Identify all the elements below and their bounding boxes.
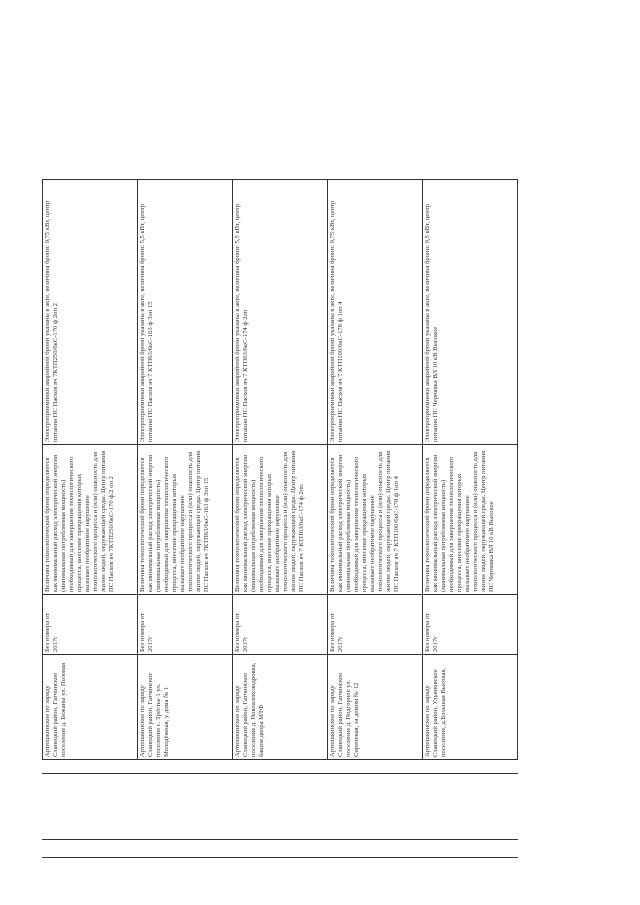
table-cell-number: Без номера от 2017г bbox=[328, 595, 423, 655]
table-cell-object: Артюшкинское по заряду Сланецкий район, Гатчинское поселение с. Трёстье 1 ул. Молодёжная, у дома № 1 bbox=[138, 655, 233, 760]
horizontal-rule bbox=[42, 773, 518, 774]
table-row bbox=[328, 180, 423, 760]
table-cell-tech-reserve: Величина технологической брони определяется как минимальный расход электрической энергии (минимальная потребляемая мощность) необходимый для завершения технологического процесса, внесение прекращения которых вызывает необратимое нарушение технологического процесса и (или) опасность для жизни людей, окружающей среды. Центр питания ПС Пасхов яч 7 КТП63/6кС-174 ф 2оп bbox=[233, 445, 328, 595]
horizontal-rule bbox=[42, 839, 518, 840]
table-cell-object: Артюшкинское по заряду Сланецкий район, Гатчинское поселение д. Подгорное ул. Сиреневая, за домом № 12 bbox=[328, 655, 423, 760]
table-cell-emergency-reserve: Электроприемники аварийной брони указаны в акте, величина брони: 9,5 кВт, центр питания ПС Чернявка ВЛ 10 кВ Высокое bbox=[423, 180, 518, 445]
table-cell-object: Артюшкинское по заряду Сланецкий район, Гатчинское поселение д. Бежаны ул. Полевая bbox=[43, 655, 138, 760]
table-cell-emergency-reserve: Электроприемники аварийной брони указаны в акте, величина брони: 5,5 кВт, центр питания ПС Пасхов яч 7 КТП63/6кС-174 ф 2оп bbox=[233, 180, 328, 445]
table-cell-object: Артюшкинское по заряду Сланецкий район, Ульяновское поселение, д.Большая Высокая, bbox=[423, 655, 518, 760]
table-cell-tech-reserve: Величина технологической брони определяется как минимальный расход электрической энергии (минимальная потребляемая мощность) необходимый для завершения технологического процесса, внесение прекращения которых вызывает необратимое нарушение технологического процесса и (или) опасность для жизни людей, окружающей среды. Центр питания ПС Пасхов яч 7КТП250/6кС-170 ф.2 оп 2 bbox=[43, 445, 138, 595]
table-cell-number: Без номера от 2017г bbox=[138, 595, 233, 655]
table-cell-number: Без номера от 2017г bbox=[423, 595, 518, 655]
reservation-table bbox=[42, 179, 518, 760]
table-cell-number: Без номера от 2017г bbox=[233, 595, 328, 655]
table-row bbox=[43, 180, 138, 760]
table-row bbox=[138, 180, 233, 760]
table-cell-object: Артюшкинское по заряду Сланецкий район, Гатчинское поселение д. Новоалександровка, башня двора МТФ bbox=[233, 655, 328, 760]
table-cell-tech-reserve: Величина технологической брони определяется как минимальный расход электрической энергии (минимальная потребляемая мощность) необходимый для завершения технологического процесса, внесение прекращения которых вызывает необратимое нарушение технологического процесса и (или) опасность для жизни людей, окружающей среды. Центр питания ПС Пасхов яч 7КТП63/6кС-163 ф 3оп 15 bbox=[138, 445, 233, 595]
table-cell-emergency-reserve: Электроприемники аварийной брони указаны в акте, величина брони: 5,5 кВт, центр питания ПС Пасхов яч 7 КТП63/6кС-163 ф 3оп 15 bbox=[138, 180, 233, 445]
rotated-table-container bbox=[42, 180, 518, 760]
table-cell-emergency-reserve: Электроприемники аварийной брони указаны в акте, величина брони: 9,75 кВт, центр питания ПС Пасхов яч 7КТП250/6кС-170 ф 2оп 2 bbox=[43, 180, 138, 445]
table-cell-tech-reserve: Величина технологической брони определяется как минимальный расход электрической энергии (минимальная потребляемая мощность) необходимый для завершения технологического процесса, внесение прекращения которых вызывает необратимое нарушение технологического процесса и (или) опасность для жизни людей, окружающей среды. Центр питания ПС Пасхов яч 7 КТП100/6кС-178 ф 1оп 4 bbox=[328, 445, 423, 595]
table-cell-emergency-reserve: Электроприемники аварийной брони указаны в акте, величина брони: 9,75 кВт, центр питания ПС Пасхов яч 7 КТП100/6кС-178 ф 1оп 4 bbox=[328, 180, 423, 445]
table-row bbox=[233, 180, 328, 760]
table-row bbox=[423, 180, 518, 760]
horizontal-rule bbox=[42, 857, 518, 858]
table-cell-tech-reserve: Величина технологической брони определяется как минимальный расход электрической энергии (минимальная потребляемая мощность) необходимый для завершения технологического процесса, внесение прекращения которых вызывает необратимое нарушение технологического процесса и (или) опасность для жизни людей, окружающей среды. Центр питания ПС Чернявка ВЛ 10 кВ Высокое bbox=[423, 445, 518, 595]
table-cell-number: Без номера от 2017г bbox=[43, 595, 138, 655]
rotated-table-region bbox=[42, 180, 518, 760]
